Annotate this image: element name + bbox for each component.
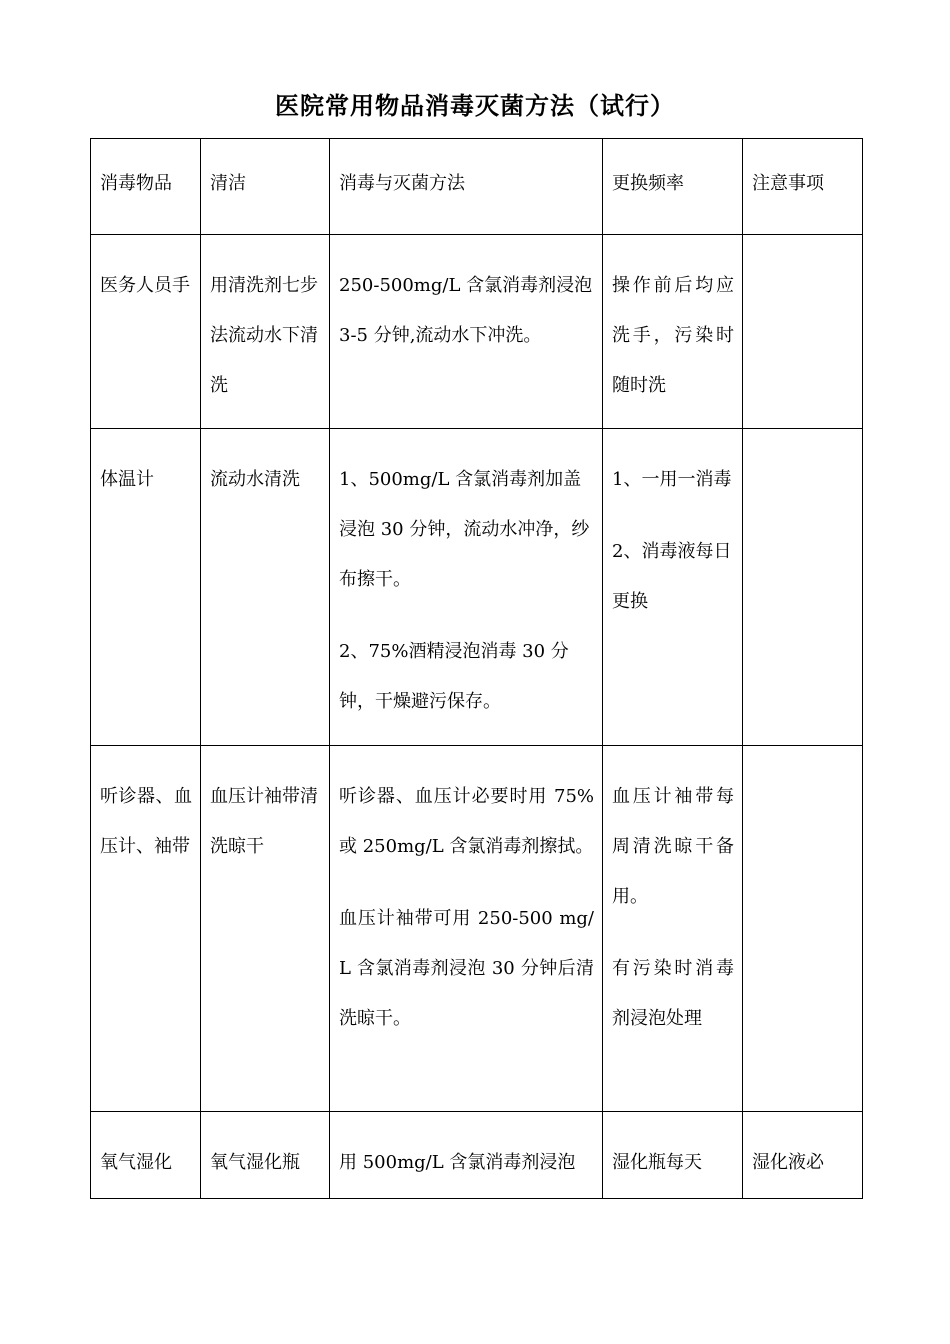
cell-notes: 湿化液必 <box>743 1112 863 1199</box>
frequency-text: 1、一用一消毒 <box>612 469 732 490</box>
table-row <box>91 746 863 1112</box>
cell-notes <box>743 235 863 429</box>
cell-method <box>330 1112 603 1199</box>
table-row <box>91 429 863 746</box>
cell-method <box>330 746 603 1112</box>
header-notes: 注意事项 <box>743 139 863 235</box>
table-header-row <box>91 139 863 235</box>
cell-cleaning: 用清洗剂七步法流动水下清洗 <box>201 235 330 429</box>
cell-frequency <box>603 235 743 429</box>
table-row <box>91 1112 863 1199</box>
header-cleaning: 清洁 <box>201 139 330 235</box>
frequency-text: 湿化瓶每天 <box>612 1152 702 1173</box>
method-text: 250-500mg/L 含氯消毒剂浸泡 3-5 分钟,流动水下冲洗。 <box>339 275 593 346</box>
frequency-text: 2、消毒液每日更换 <box>612 541 732 612</box>
header-item: 消毒物品 <box>91 139 201 235</box>
method-text: 2、75%酒精浸泡消毒 30 分钟，干燥避污保存。 <box>339 641 569 712</box>
frequency-text: 操作前后均应洗手，污染时随时洗 <box>612 275 734 396</box>
method-text: 听诊器、血压计必要时用 75%或 250mg/L 含氯消毒剂擦拭。 <box>339 786 594 857</box>
page-title: 医院常用物品消毒灭菌方法（试行） <box>275 92 675 120</box>
header-frequency: 更换频率 <box>603 139 743 235</box>
method-text: 血压计袖带可用 250-500 mg/L 含氯消毒剂浸泡 30 分钟后清洗晾干。 <box>339 908 594 1029</box>
frequency-text: 有污染时消毒剂浸泡处理 <box>612 958 734 1029</box>
method-text: 1、500mg/L 含氯消毒剂加盖浸泡 30 分钟，流动水冲净，纱布擦干。 <box>339 469 590 590</box>
cell-notes <box>743 429 863 746</box>
cell-item: 听诊器、血压计、袖带 <box>91 746 201 1112</box>
cell-method <box>330 429 603 746</box>
table-row <box>91 235 863 429</box>
cell-item: 氧气湿化 <box>91 1112 201 1199</box>
cell-cleaning: 氧气湿化瓶 <box>201 1112 330 1199</box>
cell-method <box>330 235 603 429</box>
header-method: 消毒与灭菌方法 <box>330 139 603 235</box>
cell-cleaning: 血压计袖带清洗晾干 <box>201 746 330 1112</box>
cell-cleaning: 流动水清洗 <box>201 429 330 746</box>
cell-item: 医务人员手 <box>91 235 201 429</box>
cell-frequency <box>603 746 743 1112</box>
cell-item: 体温计 <box>91 429 201 746</box>
cell-frequency <box>603 1112 743 1199</box>
cell-notes <box>743 746 863 1112</box>
frequency-text: 血压计袖带每周清洗晾干备用。 <box>612 786 734 907</box>
disinfection-table <box>90 138 863 1199</box>
method-text: 用 500mg/L 含氯消毒剂浸泡 <box>339 1152 576 1173</box>
cell-frequency <box>603 429 743 746</box>
